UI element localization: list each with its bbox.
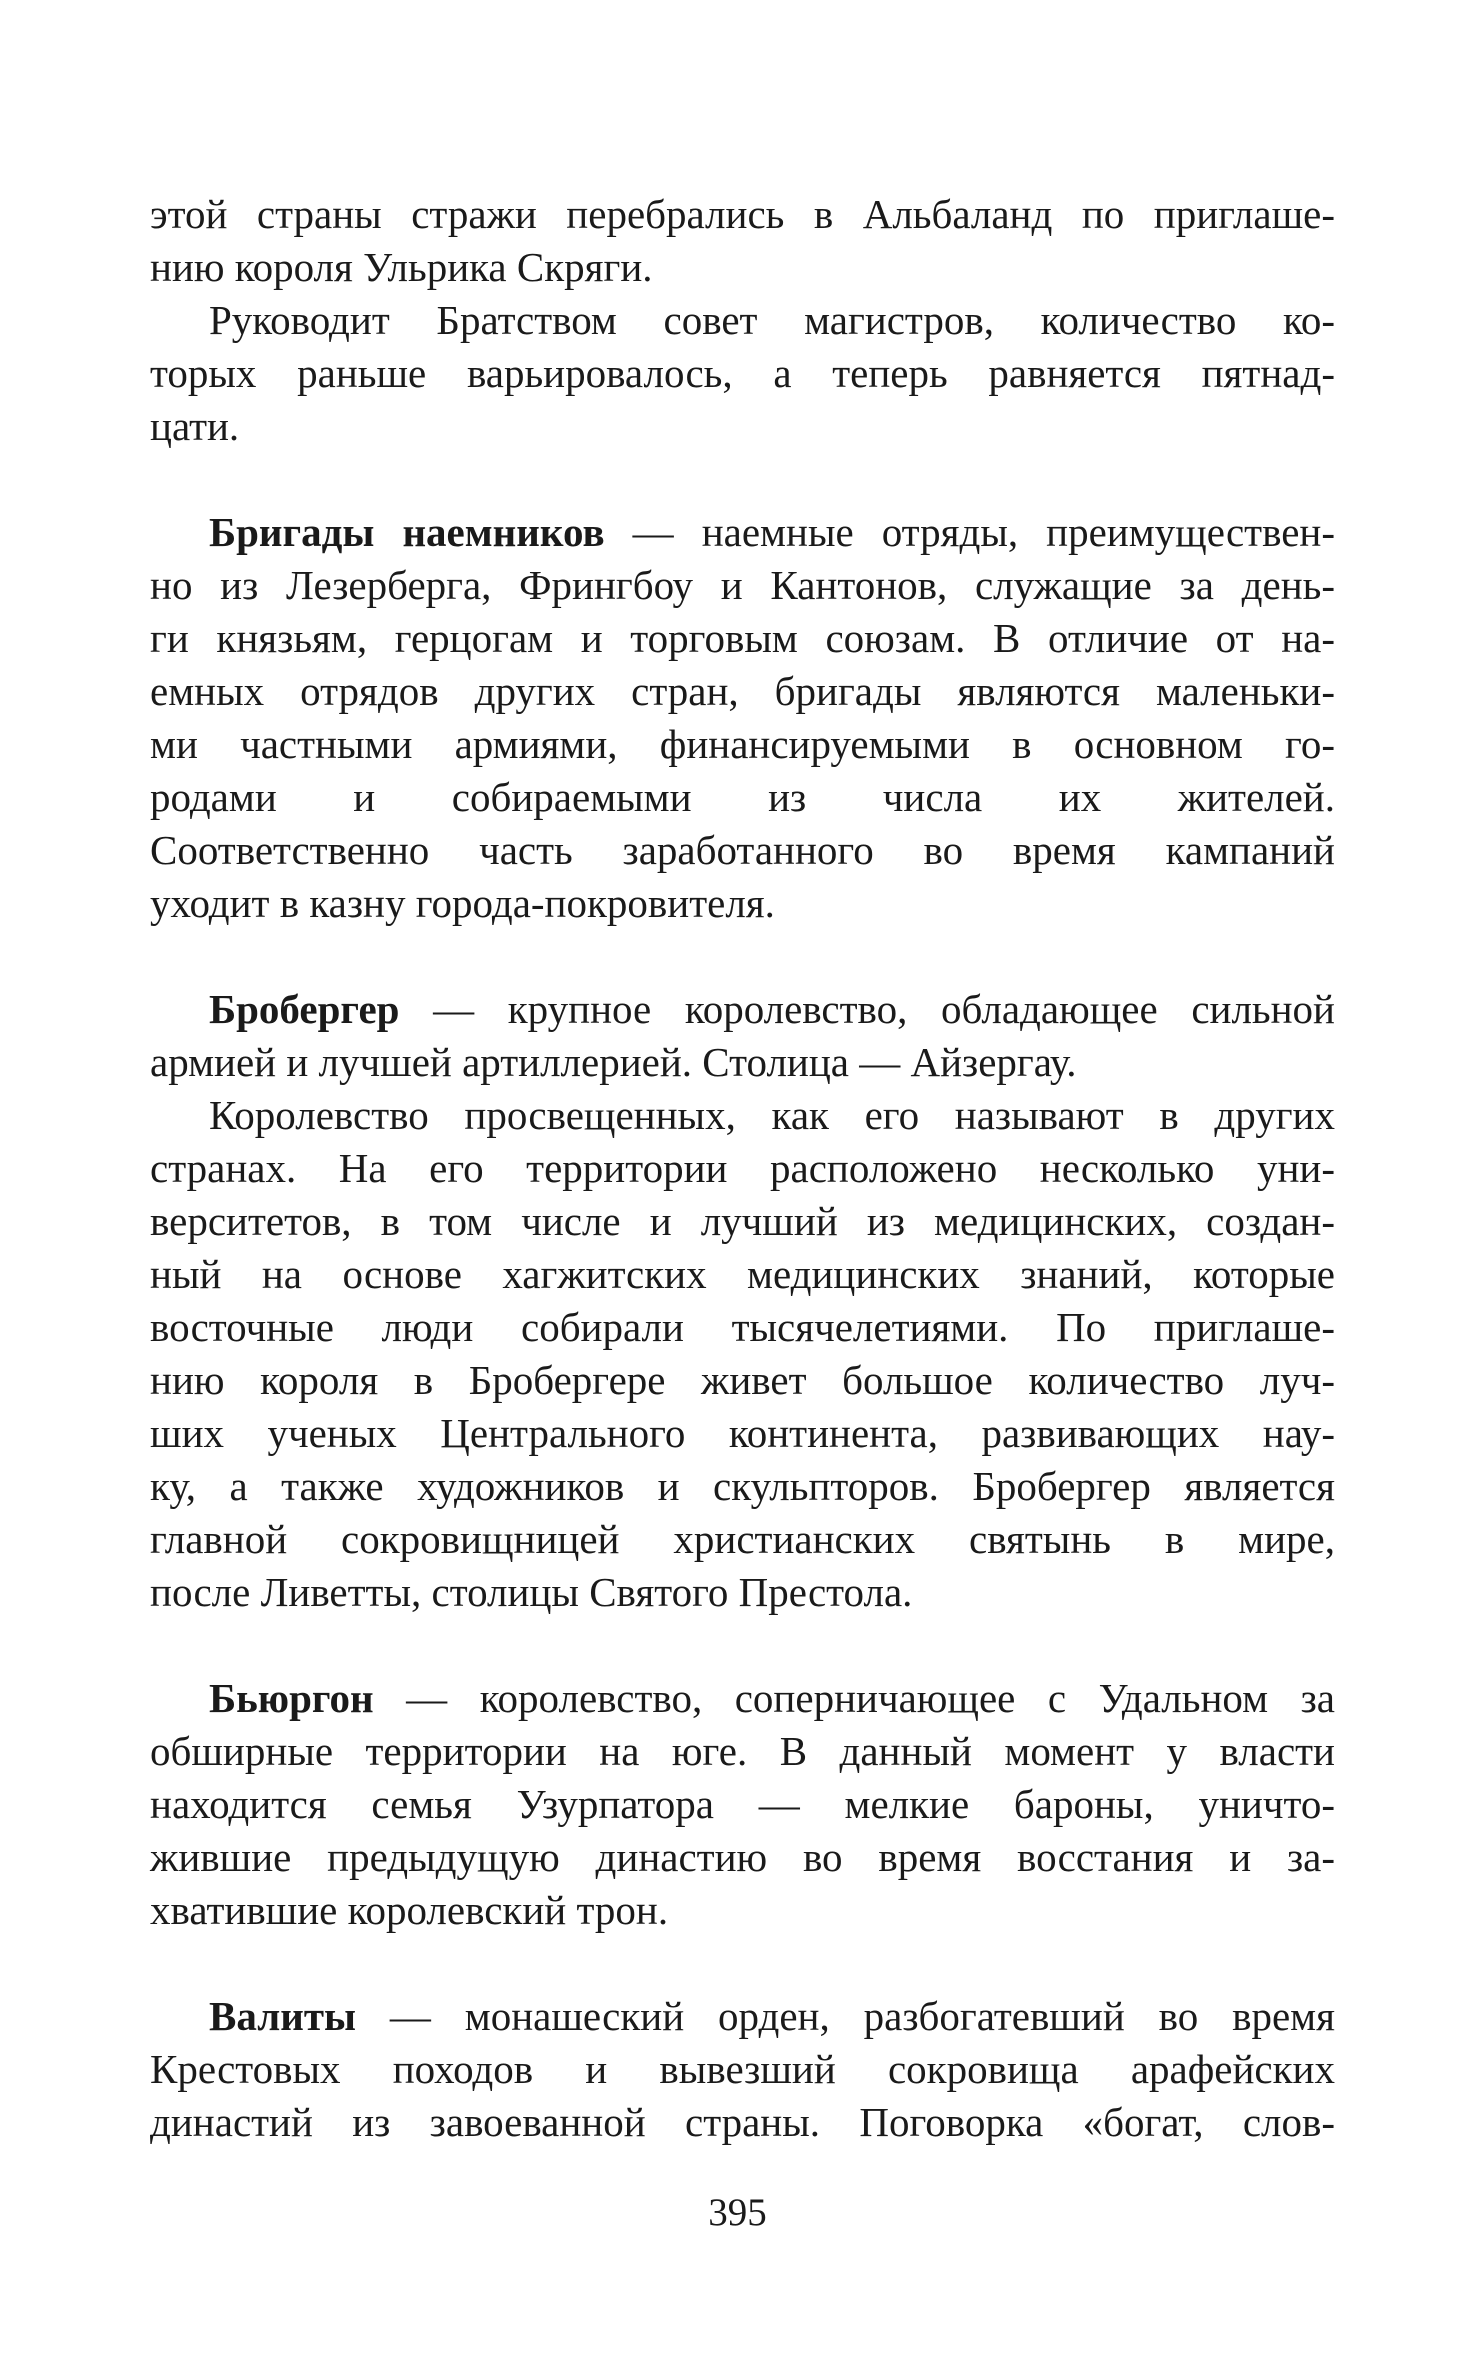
entry-term: Бробергер bbox=[209, 986, 400, 1032]
text-line: торых раньше варьировалось, а теперь равняется пятнад- bbox=[150, 350, 1335, 396]
text-line: после Ливетты, столицы Святого Престола. bbox=[150, 1569, 913, 1615]
text-line: Соответственно часть заработанного во время кампаний bbox=[150, 827, 1335, 873]
entry-first-line bbox=[150, 1990, 1335, 2043]
entry-first-line bbox=[150, 506, 1335, 559]
text-line: но из Лезерберга, Фрингбоу и Кантонов, служащие за день- bbox=[150, 562, 1335, 608]
text-line: ку, а также художников и скульпторов. Бробергер является bbox=[150, 1463, 1335, 1509]
text-line: странах. На его территории расположено несколько уни- bbox=[150, 1145, 1335, 1191]
text-line: нию короля Ульрика Скряги. bbox=[150, 244, 653, 290]
entry-first-line bbox=[150, 1672, 1335, 1725]
text-line: главной сокровищницей христианских святынь в мире, bbox=[150, 1516, 1335, 1562]
text-line: жившие предыдущую династию во время восстания и за- bbox=[150, 1834, 1335, 1880]
text-line: уходит в казну города-покровителя. bbox=[150, 880, 775, 926]
entry-text: — королевство, соперничающее с Удальном за bbox=[373, 1675, 1335, 1721]
entry-term: Бьюргон bbox=[209, 1675, 374, 1721]
entry-text: — наемные отряды, преимуществен- bbox=[604, 509, 1335, 555]
text-line: цати. bbox=[150, 403, 240, 449]
entry-first-line bbox=[150, 983, 1335, 1036]
text-line: Руководит Братством совет магистров, количество ко- bbox=[209, 297, 1335, 343]
entry-broberger bbox=[150, 983, 1335, 1089]
paragraph-enlightened-kingdom bbox=[150, 1089, 1335, 1619]
entry-text: — монашеский орден, разбогатевший во время bbox=[355, 1993, 1335, 2039]
text-line: ших ученых Центрального континента, развивающих нау- bbox=[150, 1410, 1335, 1456]
text-line: Крестовых походов и вывезший сокровища арафейских bbox=[150, 2046, 1335, 2092]
entry-vality bbox=[150, 1990, 1335, 2149]
page-number: 395 bbox=[708, 2191, 767, 2234]
text-line: находится семья Узурпатора — мелкие бароны, уничто- bbox=[150, 1781, 1335, 1827]
paragraph-council bbox=[150, 294, 1335, 453]
text-line: династий из завоеванной страны. Поговорка «богат, слов- bbox=[150, 2099, 1335, 2145]
entry-text: — крупное королевство, обладающее сильной bbox=[399, 986, 1335, 1032]
text-line: емных отрядов других стран, бригады являются маленьки- bbox=[150, 668, 1335, 714]
entry-term: Бригады наемников bbox=[209, 509, 605, 555]
entry-byurgon bbox=[150, 1672, 1335, 1937]
text-line: хватившие королевский трон. bbox=[150, 1887, 669, 1933]
entry-term: Валиты bbox=[209, 1993, 356, 2039]
text-line: армией и лучшей артиллерией. Столица — Айзергау. bbox=[150, 1039, 1077, 1085]
entry-mercenary-brigades bbox=[150, 506, 1335, 930]
text-line: ми частными армиями, финансируемыми в основном го- bbox=[150, 721, 1335, 767]
text-line: ги князьям, герцогам и торговым союзам. В отличие от на- bbox=[150, 615, 1335, 661]
text-line: ный на основе хагжитских медицинских знаний, которые bbox=[150, 1251, 1335, 1297]
text-line: обширные территории на юге. В данный момент у власти bbox=[150, 1728, 1335, 1774]
text-line: восточные люди собирали тысячелетиями. По приглаше- bbox=[150, 1304, 1335, 1350]
paragraph-continuation bbox=[150, 188, 1335, 294]
text-line: этой страны стражи перебрались в Альбаланд по приглаше- bbox=[150, 191, 1335, 237]
text-line: Королевство просвещенных, как его называют в других bbox=[209, 1092, 1335, 1138]
text-line: верситетов, в том числе и лучший из медицинских, создан- bbox=[150, 1198, 1335, 1244]
text-line: родами и собираемыми из числа их жителей. bbox=[150, 774, 1335, 820]
text-line: нию короля в Бробергере живет большое количество луч- bbox=[150, 1357, 1335, 1403]
page-body bbox=[150, 188, 1335, 2149]
